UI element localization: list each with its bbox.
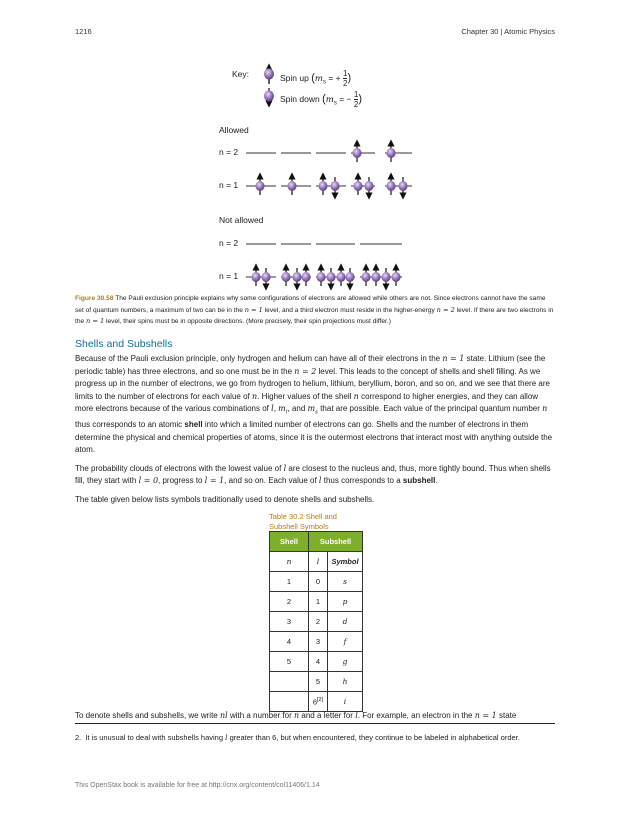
figure-caption: Figure 30.58 The Pauli exclusion principle explains why some configurations of electrons are allowed while others are not. Since electrons cannot have the same set of quantum numbers, a maximum of two can be in the n = 1 level, and a third electron must reside in the higher-energy n = 2 level. If there are two electrons in the n = 1 level, their spins must be in opposite directions. (More precisely, their spin projections must differ.) xyxy=(75,295,554,325)
allowed-n1-label: n = 1 xyxy=(219,180,239,190)
table-row xyxy=(270,612,363,632)
header-l: l xyxy=(309,552,328,572)
cell-l: 0 xyxy=(309,572,328,592)
spin-down-electron xyxy=(331,177,340,196)
spin-up-electron xyxy=(353,143,362,162)
table-row xyxy=(270,572,363,592)
section-heading: Shells and Subshells xyxy=(75,338,173,350)
allowed-heading: Allowed xyxy=(219,125,249,135)
footnote-ref[interactable]: [2] xyxy=(317,696,324,703)
key-label: Key: xyxy=(232,69,250,79)
spin-up-electron xyxy=(387,143,396,162)
table-row xyxy=(270,632,363,652)
shell-subshell-table xyxy=(269,531,363,712)
key-spin-down-electron xyxy=(264,88,274,104)
cell-symbol: g xyxy=(328,652,363,672)
cell-symbol: p xyxy=(328,592,363,612)
spin-up-electron xyxy=(256,176,265,195)
not-allowed-n1-label: n = 1 xyxy=(219,271,239,281)
spin-up-electron xyxy=(288,176,297,195)
cell-l: 6[2] xyxy=(309,692,328,712)
key-spin-up-label: Spin up ($m_s$ = + $\frac{1}{2}$ ) xyxy=(280,69,352,88)
key-spin-up-electron xyxy=(264,67,274,84)
paragraph-shells: Because of the Pauli exclusion principle, only hydrogen and helium can have all of their electrons in the n = 1 state. Lithium (see the periodic table) has three electrons, and so one must be in the n = 2 level. This leads to the concept of shells and shell filling. As we progress up in the number of electrons, we go from hydrogen to helium, lithium, beryllium, boron, and so on, and we see that there are limits to the number of electrons for each value of n. Higher values of the shell n correspond to higher energies, and they can allow more electrons because of the various combinations of l, $m_l$, and $m_s$ that are possible. Each value of the principal quantum number n thus corresponds to an atomic shell into which a limited number of electrons can go. Shells and the number of electrons in them determine the physical and chemical properties of atoms, since it is the outermost electrons that interact most with anything outside the atom. xyxy=(75,354,553,455)
spin-up-electron xyxy=(319,176,328,195)
chapter-title: Chapter 30 | Atomic Physics xyxy=(461,27,555,36)
spin-down-electron xyxy=(293,268,302,287)
header-n: n xyxy=(270,552,309,572)
cell-symbol: f xyxy=(328,632,363,652)
footer: This OpenStax book is available for free at http://cnx.org/content/col11406/1.14 xyxy=(75,782,320,789)
spin-up-electron xyxy=(392,267,401,286)
footnote: 2. It is unusual to deal with subshells having l greater than 6, but when encountered, they continue to be labeled in alphabetical order. xyxy=(75,733,520,742)
not-allowed-heading: Not allowed xyxy=(219,215,264,225)
cell-n: 2 xyxy=(270,592,309,612)
spin-up-electron xyxy=(282,267,291,286)
table-row xyxy=(270,692,363,712)
body-text xyxy=(75,353,555,512)
spin-down-electron xyxy=(365,177,374,196)
spin-down-electron xyxy=(327,268,336,287)
cell-n: 5 xyxy=(270,652,309,672)
cell-n xyxy=(270,692,309,712)
cell-symbol: d xyxy=(328,612,363,632)
spin-up-electron xyxy=(302,267,311,286)
cell-symbol: s xyxy=(328,572,363,592)
table-caption: Table 30.2 Shell and Subshell Symbols xyxy=(269,512,337,531)
spin-up-electron xyxy=(362,267,371,286)
table-row xyxy=(270,672,363,692)
spin-up-electron xyxy=(372,267,381,286)
spin-down-electron xyxy=(346,268,355,287)
cell-n xyxy=(270,672,309,692)
col-subshell: Subshell xyxy=(309,532,363,552)
spin-up-electron xyxy=(337,267,346,286)
spin-down-electron xyxy=(399,177,408,196)
cell-symbol: h xyxy=(328,672,363,692)
col-shell: Shell xyxy=(270,532,309,552)
table-row xyxy=(270,652,363,672)
spin-down-electron xyxy=(382,268,391,287)
cell-symbol: i xyxy=(328,692,363,712)
cell-l: 1 xyxy=(309,592,328,612)
cell-l: 3 xyxy=(309,632,328,652)
allowed-n2-label: n = 2 xyxy=(219,147,239,157)
last-line: To denote shells and subshells, we write nl with a number for n and a letter for l. For example, an electron in the n = 1 state xyxy=(75,711,555,724)
spin-up-electron xyxy=(354,176,363,195)
spin-up-electron xyxy=(252,267,261,286)
paragraph-subshells: The probability clouds of electrons with the lowest value of l are closest to the nucleus and, thus, more tightly bound. Thus when shells fill, they start with l = 0, progress to l = 1, and so on. Each value of l thus corresponds to a subshell. xyxy=(75,463,551,486)
table-row xyxy=(270,592,363,612)
cell-l: 5 xyxy=(309,672,328,692)
spin-down-electron xyxy=(262,268,271,287)
paragraph-table-intro: The table given below lists symbols traditionally used to denote shells and subshells. xyxy=(75,494,375,504)
spin-up-electron xyxy=(387,176,396,195)
cell-n: 1 xyxy=(270,572,309,592)
cell-n: 4 xyxy=(270,632,309,652)
spin-up-electron xyxy=(317,267,326,286)
cell-l: 4 xyxy=(309,652,328,672)
cell-l: 2 xyxy=(309,612,328,632)
header-symbol: Symbol xyxy=(328,552,363,572)
cell-n: 3 xyxy=(270,612,309,632)
page-number: 1216 xyxy=(75,27,92,36)
key-spin-down-label: Spin down ($m_s$ = − $\frac{1}{2}$ ) xyxy=(280,90,362,109)
not-allowed-n2-label: n = 2 xyxy=(219,238,239,248)
